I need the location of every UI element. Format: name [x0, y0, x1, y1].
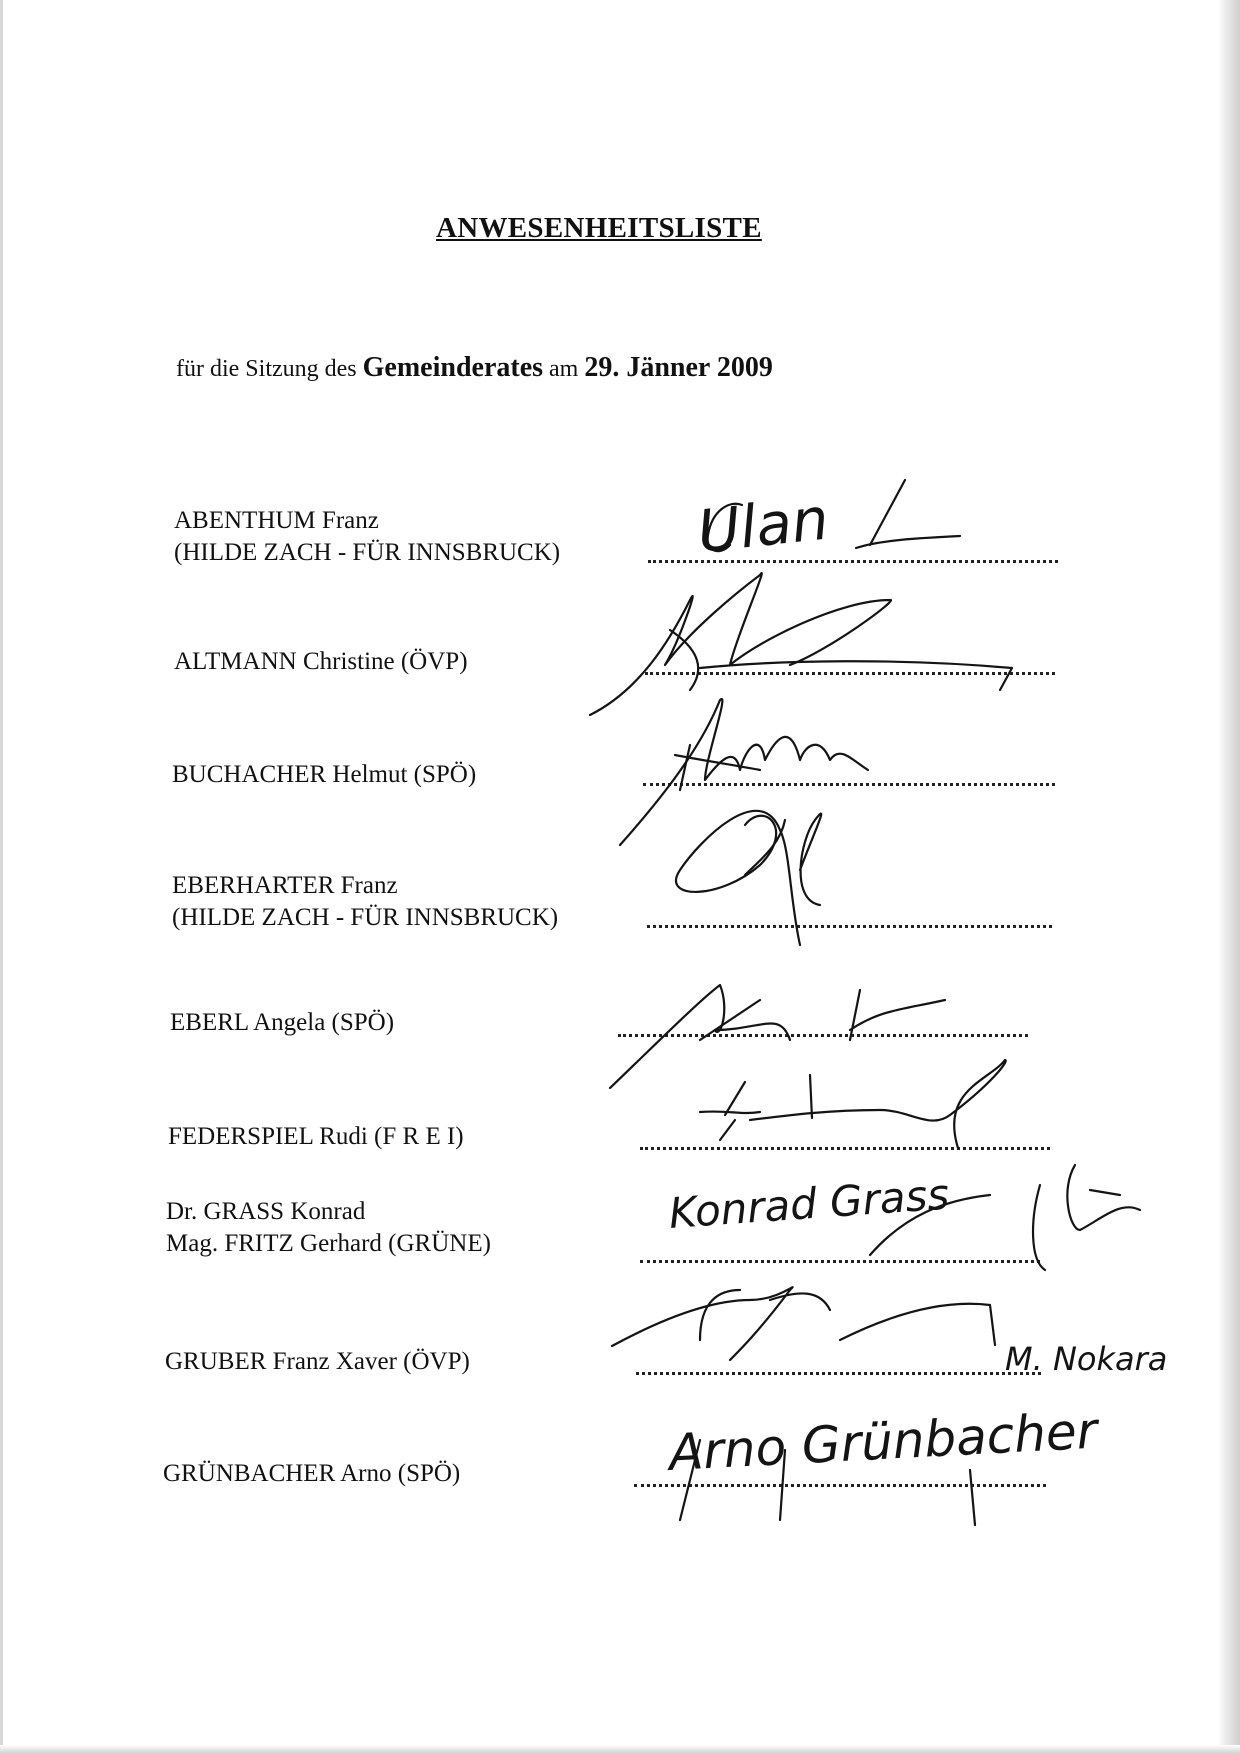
signature-buchacher: [620, 699, 868, 845]
signature-abenthum: [694, 480, 960, 566]
attendee-eberl: [170, 1007, 394, 1039]
attendee-gruenbacher: [163, 1458, 460, 1490]
signature-line: [648, 560, 1058, 563]
attendee-name: FEDERSPIEL Rudi (F R E I): [168, 1123, 464, 1150]
attendee-abenthum: [174, 505, 560, 569]
attendee-buchacher: [172, 759, 476, 791]
subtitle-prefix: für die Sitzung des: [176, 356, 357, 382]
signature-gruber-note: M. Nokara: [1005, 1340, 1168, 1378]
attendee-name: GRUBER Franz Xaver (ÖVP): [165, 1348, 470, 1375]
signature-federspiel: [700, 1060, 1006, 1148]
attendee-name-second: Mag. FRITZ Gerhard (GRÜNE): [166, 1230, 491, 1257]
attendee-altmann: [174, 646, 468, 678]
attendee-name: EBERL Angela (SPÖ): [170, 1009, 395, 1036]
signature-line: [640, 1147, 1050, 1150]
signature-grass: [667, 1165, 1140, 1270]
signature-line: [645, 672, 1055, 675]
attendee-federspiel: [168, 1121, 464, 1153]
attendee-eberharter: [172, 870, 558, 934]
signature-line: [634, 1484, 1046, 1487]
attendee-affiliation: (HILDE ZACH - FÜR INNSBRUCK): [174, 539, 561, 566]
signature-gruenbacher-text: Arno Grünbacher: [667, 1401, 1099, 1482]
scan-edge-bottom: [0, 1745, 1240, 1753]
signature-line: [618, 1034, 1028, 1037]
attendee-name: BUCHACHER Helmut (SPÖ): [172, 761, 477, 788]
document-subtitle: [176, 352, 773, 384]
scan-edge-left: [0, 0, 3, 1753]
attendee-name: Dr. GRASS Konrad: [166, 1198, 366, 1225]
attendee-name: GRÜNBACHER Arno (SPÖ): [163, 1460, 461, 1487]
signature-line: [636, 1372, 1041, 1375]
signature-gruber: [612, 1287, 1167, 1378]
attendee-gruber: [165, 1346, 470, 1378]
scan-edge-right: [1218, 0, 1240, 1753]
attendee-affiliation: (HILDE ZACH - FÜR INNSBRUCK): [172, 904, 559, 931]
attendee-name: ALTMANN Christine (ÖVP): [174, 648, 468, 675]
signature-line: [647, 925, 1052, 928]
signature-line: [640, 1260, 1040, 1263]
signature-line: [643, 783, 1055, 786]
svg-text:Ulan: Ulan: [694, 484, 832, 566]
subtitle-date: 29. Jänner 2009: [584, 352, 773, 383]
signature-altmann: [590, 573, 1012, 715]
signature-grass-text: Konrad Grass: [667, 1169, 951, 1238]
attendee-name: EBERHARTER Franz: [172, 872, 398, 899]
attendee-name: ABENTHUM Franz: [174, 507, 379, 534]
attendee-grass-fritz: [166, 1196, 491, 1260]
subtitle-connector: am: [549, 356, 579, 382]
signature-gruenbacher: [665, 1401, 1102, 1525]
document-title: ANWESENHEITSLISTE: [436, 212, 762, 244]
subtitle-body: Gemeinderates: [362, 352, 544, 383]
